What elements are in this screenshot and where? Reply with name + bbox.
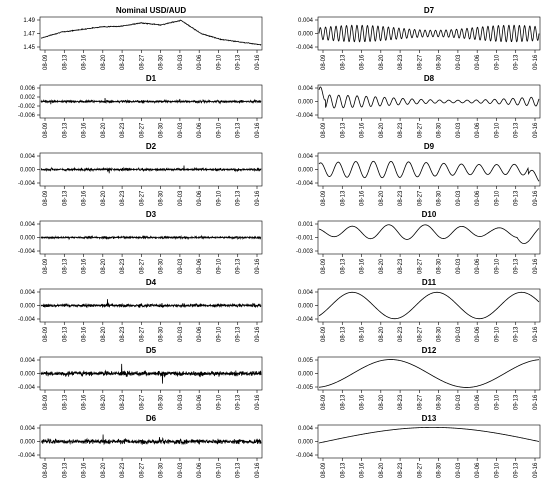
panel-title: D8 [423, 74, 435, 83]
y-tick-label: 0.002 [19, 95, 35, 101]
series-line [41, 299, 261, 308]
x-tick-label: 09-06 [197, 122, 204, 138]
x-tick-label: 09-06 [475, 394, 482, 410]
y-tick-label: 0.004 [19, 222, 35, 228]
x-tick-label: 08-27 [417, 190, 424, 206]
y-tick-label: -0.004 [295, 45, 313, 51]
x-tick-label: 09-13 [235, 394, 242, 410]
x-tick-label: 09-10 [216, 54, 223, 70]
x-tick-label: 09-13 [513, 394, 520, 410]
x-tick-label: 08-30 [436, 462, 443, 478]
panel-title: D3 [145, 210, 157, 219]
x-tick-label: 09-13 [513, 258, 520, 274]
panel-d7 [296, 6, 540, 70]
series-line [319, 161, 539, 181]
x-tick-label: 08-13 [340, 122, 347, 138]
x-tick-label: 09-16 [255, 54, 261, 70]
x-tick-label: 08-30 [436, 394, 443, 410]
series-line [319, 360, 539, 388]
x-tick-label: 08-16 [81, 190, 88, 206]
y-tick-label: 0.006 [19, 86, 35, 92]
x-tick-label: 08-20 [100, 462, 107, 478]
x-tick-label: 09-10 [494, 258, 501, 274]
series-line [41, 236, 261, 239]
x-tick-label: 08-23 [398, 190, 405, 206]
x-tick-label: 08-23 [120, 326, 127, 342]
y-tick-label: 1.47 [23, 31, 35, 38]
x-tick-label: 09-03 [177, 122, 184, 138]
x-tick-label: 08-20 [378, 190, 385, 206]
y-tick-label: -0.004 [17, 249, 35, 255]
x-tick-label: 08-30 [436, 54, 443, 70]
x-tick-label: 08-30 [158, 394, 165, 410]
y-tick-label: -0.004 [17, 385, 35, 391]
x-tick-label: 08-23 [398, 394, 405, 410]
panel-d2 [18, 142, 262, 206]
x-tick-label: 08-27 [139, 394, 146, 410]
y-tick-label: 0.000 [297, 167, 313, 174]
series-line [319, 25, 539, 41]
series-line [41, 435, 261, 445]
series-line [319, 225, 539, 244]
x-tick-label: 09-10 [216, 122, 223, 138]
y-tick-label: 0.000 [297, 439, 313, 446]
x-tick-label: 08-13 [340, 190, 347, 206]
y-tick-label: -0.004 [17, 317, 35, 323]
x-tick-label: 09-03 [177, 462, 184, 478]
x-tick-label: 09-03 [177, 190, 184, 206]
x-tick-label: 09-10 [216, 462, 223, 478]
y-tick-label: 0.000 [297, 303, 313, 310]
x-tick-label: 08-30 [436, 326, 443, 342]
x-tick-label: 09-10 [494, 394, 501, 410]
panel-title: D10 [421, 210, 437, 219]
y-tick-label: 0.000 [19, 439, 35, 446]
x-tick-label: 08-16 [359, 190, 366, 206]
y-tick-label: 0.005 [297, 358, 313, 364]
panel-title: D13 [421, 414, 437, 423]
plot-frame [318, 289, 540, 322]
panel-title: D11 [421, 278, 437, 287]
x-tick-label: 09-13 [235, 258, 242, 274]
x-tick-label: 08-27 [417, 122, 424, 138]
y-tick-label: -0.003 [295, 249, 313, 255]
x-tick-label: 08-16 [81, 258, 88, 274]
x-tick-label: 08-20 [100, 190, 107, 206]
x-tick-label: 08-23 [398, 122, 405, 138]
panel-title: D4 [145, 278, 157, 287]
x-tick-label: 08-16 [359, 326, 366, 342]
x-tick-label: 09-10 [216, 326, 223, 342]
x-tick-label: 08-27 [139, 122, 146, 138]
x-tick-label: 08-30 [158, 54, 165, 70]
x-tick-label: 08-13 [340, 258, 347, 274]
x-tick-label: 08-16 [359, 462, 366, 478]
x-tick-label: 08-23 [398, 258, 405, 274]
x-tick-label: 08-30 [436, 122, 443, 138]
y-tick-label: -0.004 [17, 181, 35, 187]
x-tick-label: 08-27 [417, 394, 424, 410]
y-tick-label: -0.001 [295, 235, 313, 242]
x-tick-label: 09-03 [177, 394, 184, 410]
x-tick-label: 09-16 [255, 258, 261, 274]
x-tick-label: 09-10 [494, 122, 501, 138]
series-line [319, 292, 539, 318]
panel-title: D9 [423, 142, 435, 151]
series-line [41, 20, 261, 45]
x-tick-label: 09-06 [475, 258, 482, 274]
x-tick-label: 08-27 [139, 258, 146, 274]
x-tick-label: 09-16 [255, 190, 261, 206]
x-tick-label: 08-20 [378, 326, 385, 342]
x-tick-label: 08-13 [340, 326, 347, 342]
x-tick-label: 08-20 [378, 122, 385, 138]
y-tick-label: -0.004 [295, 317, 313, 323]
panel-d8 [296, 74, 540, 138]
x-tick-label: 08-30 [436, 258, 443, 274]
y-tick-label: 0.000 [19, 371, 35, 378]
plot-frame [318, 425, 540, 458]
panel-nominal-usd-aud [23, 6, 262, 70]
x-tick-label: 08-16 [81, 326, 88, 342]
y-tick-label: 0.004 [297, 290, 313, 296]
panel-title: D6 [145, 414, 157, 423]
x-tick-label: 08-09 [321, 462, 327, 478]
x-tick-label: 09-16 [533, 122, 539, 138]
x-tick-label: 08-27 [417, 258, 424, 274]
y-tick-label: 0.004 [297, 86, 313, 92]
x-tick-label: 09-16 [255, 122, 261, 138]
x-tick-label: 09-10 [494, 190, 501, 206]
x-tick-label: 09-10 [216, 394, 223, 410]
panel-d11 [296, 278, 540, 342]
x-tick-label: 09-16 [533, 326, 539, 342]
x-tick-label: 09-13 [513, 122, 520, 138]
panel-title: D12 [421, 346, 437, 355]
series-line [41, 364, 261, 384]
x-tick-label: 09-13 [235, 190, 242, 206]
x-tick-label: 09-06 [197, 54, 204, 70]
panel-d13 [296, 414, 540, 478]
x-tick-label: 08-23 [120, 122, 127, 138]
y-tick-label: 0.000 [297, 99, 313, 106]
panel-d5 [18, 346, 262, 410]
panel-d3 [18, 210, 262, 274]
x-tick-label: 09-13 [513, 462, 520, 478]
y-tick-label: -0.002 [17, 104, 35, 110]
y-tick-label: 0.004 [297, 18, 313, 24]
x-tick-label: 08-09 [321, 190, 327, 206]
x-tick-label: 08-20 [100, 258, 107, 274]
x-tick-label: 08-23 [120, 394, 127, 410]
x-tick-label: 08-09 [321, 326, 327, 342]
x-tick-label: 08-20 [100, 394, 107, 410]
x-tick-label: 08-30 [436, 190, 443, 206]
y-tick-label: 0.004 [19, 154, 35, 160]
x-tick-label: 09-06 [197, 326, 204, 342]
panel-d4 [18, 278, 262, 342]
x-tick-label: 09-03 [177, 54, 184, 70]
x-tick-label: 08-13 [62, 326, 69, 342]
panel-title: D1 [145, 74, 157, 83]
panel-d12 [296, 346, 540, 410]
x-tick-label: 08-13 [62, 190, 69, 206]
x-tick-label: 08-30 [158, 122, 165, 138]
x-tick-label: 08-13 [62, 462, 69, 478]
x-tick-label: 08-13 [62, 122, 69, 138]
x-tick-label: 08-27 [417, 326, 424, 342]
x-tick-label: 09-16 [533, 258, 539, 274]
x-tick-label: 09-10 [494, 54, 501, 70]
x-tick-label: 08-27 [139, 190, 146, 206]
x-tick-label: 08-09 [321, 54, 327, 70]
x-tick-label: 09-06 [475, 54, 482, 70]
x-tick-label: 08-23 [120, 190, 127, 206]
x-tick-label: 08-30 [158, 462, 165, 478]
x-tick-label: 08-09 [43, 54, 49, 70]
y-tick-label: -0.004 [295, 113, 313, 119]
x-tick-label: 08-20 [378, 258, 385, 274]
y-tick-label: 0.000 [297, 31, 313, 38]
x-tick-label: 09-06 [475, 462, 482, 478]
x-tick-label: 09-10 [494, 462, 501, 478]
x-tick-label: 08-16 [359, 122, 366, 138]
y-tick-label: 0.000 [297, 371, 313, 378]
x-tick-label: 08-23 [120, 258, 127, 274]
x-tick-label: 08-27 [417, 54, 424, 70]
x-tick-label: 08-20 [378, 462, 385, 478]
x-tick-label: 09-03 [455, 54, 462, 70]
x-tick-label: 09-06 [197, 258, 204, 274]
x-tick-label: 09-03 [177, 258, 184, 274]
x-tick-label: 09-16 [533, 462, 539, 478]
x-tick-label: 09-13 [235, 122, 242, 138]
x-tick-label: 09-16 [255, 462, 261, 478]
y-tick-label: 0.004 [19, 358, 35, 364]
x-tick-label: 08-23 [398, 462, 405, 478]
x-tick-label: 08-13 [340, 394, 347, 410]
x-tick-label: 08-16 [81, 462, 88, 478]
series-line [319, 427, 539, 443]
x-tick-label: 08-23 [120, 54, 127, 70]
x-tick-label: 08-30 [158, 258, 165, 274]
x-tick-label: 09-10 [216, 190, 223, 206]
x-tick-label: 08-20 [378, 54, 385, 70]
y-tick-label: -0.004 [295, 453, 313, 459]
x-tick-label: 08-09 [43, 326, 49, 342]
x-tick-label: 08-13 [340, 462, 347, 478]
y-tick-label: 1.49 [23, 18, 35, 24]
x-tick-label: 08-20 [378, 394, 385, 410]
y-tick-label: 0.000 [19, 235, 35, 242]
panel-d10 [296, 210, 540, 274]
x-tick-label: 09-16 [533, 394, 539, 410]
x-tick-label: 09-16 [255, 326, 261, 342]
x-tick-label: 08-30 [158, 326, 165, 342]
y-tick-label: 0.004 [297, 154, 313, 160]
x-tick-label: 08-09 [321, 258, 327, 274]
plot-frame [40, 17, 262, 50]
panel-d6 [18, 414, 262, 478]
x-tick-label: 09-06 [197, 394, 204, 410]
x-tick-label: 09-03 [455, 326, 462, 342]
x-tick-label: 08-09 [43, 122, 49, 138]
x-tick-label: 08-09 [43, 462, 49, 478]
x-tick-label: 08-09 [321, 122, 327, 138]
x-tick-label: 09-03 [455, 190, 462, 206]
x-tick-label: 08-23 [398, 326, 405, 342]
x-tick-label: 08-16 [81, 54, 88, 70]
y-tick-label: -0.004 [17, 453, 35, 459]
series-line [41, 98, 261, 104]
y-tick-label: 0.001 [297, 222, 313, 228]
x-tick-label: 08-09 [43, 190, 49, 206]
x-tick-label: 08-23 [120, 462, 127, 478]
y-tick-label: -0.004 [295, 181, 313, 187]
plot-frame [318, 85, 540, 118]
x-tick-label: 08-16 [359, 394, 366, 410]
x-tick-label: 09-06 [197, 190, 204, 206]
x-tick-label: 08-16 [359, 258, 366, 274]
panel-title: D5 [145, 346, 157, 355]
y-tick-label: 0.000 [19, 167, 35, 174]
x-tick-label: 09-03 [177, 326, 184, 342]
y-tick-label: 0.004 [19, 290, 35, 296]
x-tick-label: 08-16 [81, 394, 88, 410]
y-tick-label: 0.004 [19, 426, 35, 432]
x-tick-label: 08-27 [139, 326, 146, 342]
y-tick-label: 1.45 [23, 45, 35, 51]
x-tick-label: 09-13 [235, 54, 242, 70]
series-line [319, 87, 539, 108]
x-tick-label: 09-06 [475, 326, 482, 342]
x-tick-label: 08-13 [340, 54, 347, 70]
panel-title: Nominal USD/AUD [115, 6, 187, 15]
x-tick-label: 09-10 [216, 258, 223, 274]
y-tick-label: 0.004 [297, 426, 313, 432]
x-tick-label: 08-20 [100, 54, 107, 70]
x-tick-label: 09-03 [455, 462, 462, 478]
x-tick-label: 09-16 [533, 190, 539, 206]
x-tick-label: 09-13 [513, 326, 520, 342]
x-tick-label: 08-20 [100, 122, 107, 138]
y-tick-label: -0.006 [17, 113, 35, 119]
x-tick-label: 09-06 [197, 462, 204, 478]
panel-d9 [296, 142, 540, 206]
x-tick-label: 08-13 [62, 54, 69, 70]
x-tick-label: 09-13 [235, 326, 242, 342]
x-tick-label: 09-03 [455, 394, 462, 410]
x-tick-label: 08-13 [62, 394, 69, 410]
x-tick-label: 08-23 [398, 54, 405, 70]
x-tick-label: 08-09 [43, 258, 49, 274]
x-tick-label: 09-06 [475, 190, 482, 206]
series-line [41, 166, 261, 174]
x-tick-label: 09-13 [513, 190, 520, 206]
panel-title: D7 [423, 6, 435, 15]
x-tick-label: 08-09 [43, 394, 49, 410]
x-tick-label: 08-20 [100, 326, 107, 342]
x-tick-label: 08-30 [158, 190, 165, 206]
x-tick-label: 08-16 [81, 122, 88, 138]
x-tick-label: 09-10 [494, 326, 501, 342]
x-tick-label: 09-03 [455, 122, 462, 138]
x-tick-label: 08-09 [321, 394, 327, 410]
panel-d1 [18, 74, 262, 138]
x-tick-label: 08-27 [417, 462, 424, 478]
x-tick-label: 09-16 [255, 394, 261, 410]
x-tick-label: 08-16 [359, 54, 366, 70]
x-tick-label: 08-13 [62, 258, 69, 274]
x-tick-label: 09-13 [235, 462, 242, 478]
x-tick-label: 09-06 [475, 122, 482, 138]
x-tick-label: 09-13 [513, 54, 520, 70]
x-tick-label: 08-27 [139, 54, 146, 70]
panel-title: D2 [145, 142, 157, 151]
x-tick-label: 09-03 [455, 258, 462, 274]
y-tick-label: 0.000 [19, 303, 35, 310]
x-tick-label: 08-27 [139, 462, 146, 478]
y-tick-label: -0.005 [295, 385, 313, 391]
x-tick-label: 09-16 [533, 54, 539, 70]
